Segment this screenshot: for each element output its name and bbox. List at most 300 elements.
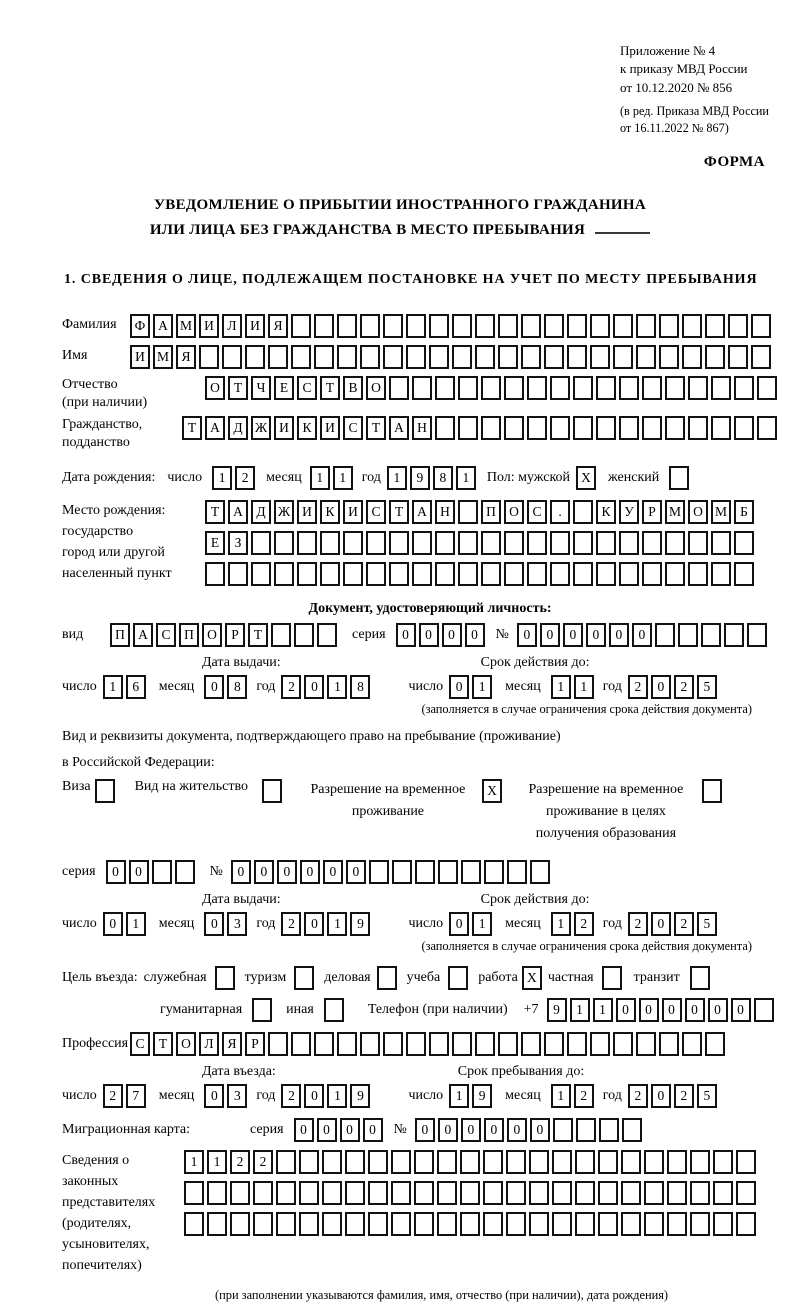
char-cell[interactable] <box>504 376 524 400</box>
char-cell[interactable]: А <box>133 623 153 647</box>
char-cell[interactable] <box>665 416 685 440</box>
char-cell[interactable]: 0 <box>415 1118 435 1142</box>
char-cell[interactable] <box>320 562 340 586</box>
char-cell[interactable] <box>253 1212 273 1236</box>
char-cell[interactable] <box>688 376 708 400</box>
char-cell[interactable] <box>711 531 731 555</box>
char-cell[interactable]: Ф <box>130 314 150 338</box>
char-cell[interactable]: 0 <box>129 860 149 884</box>
char-cell[interactable]: 0 <box>442 623 462 647</box>
char-cell[interactable] <box>751 345 771 369</box>
char-cell[interactable] <box>590 314 610 338</box>
char-cell[interactable] <box>437 1212 457 1236</box>
char-cell[interactable]: И <box>130 345 150 369</box>
char-cell[interactable]: С <box>366 500 386 524</box>
residence-issue-year-cells[interactable] <box>281 912 373 936</box>
char-cell[interactable] <box>253 1181 273 1205</box>
char-cell[interactable] <box>690 1181 710 1205</box>
char-cell[interactable]: 5 <box>697 675 717 699</box>
char-cell[interactable] <box>527 562 547 586</box>
char-cell[interactable]: 0 <box>507 1118 527 1142</box>
identity-kind-cells[interactable] <box>110 623 340 647</box>
char-cell[interactable]: 1 <box>333 466 353 490</box>
char-cell[interactable]: 8 <box>433 466 453 490</box>
char-cell[interactable] <box>274 562 294 586</box>
char-cell[interactable] <box>613 345 633 369</box>
char-cell[interactable] <box>383 314 403 338</box>
char-cell[interactable] <box>483 1150 503 1174</box>
char-cell[interactable]: 0 <box>254 860 274 884</box>
residence-valid-day-cells[interactable] <box>449 912 495 936</box>
char-cell[interactable] <box>460 1212 480 1236</box>
char-cell[interactable]: 2 <box>574 912 594 936</box>
char-cell[interactable] <box>734 531 754 555</box>
char-cell[interactable]: С <box>156 623 176 647</box>
char-cell[interactable]: В <box>343 376 363 400</box>
char-cell[interactable] <box>383 345 403 369</box>
char-cell[interactable]: 8 <box>350 675 370 699</box>
char-cell[interactable]: 2 <box>281 912 301 936</box>
char-cell[interactable]: Н <box>412 416 432 440</box>
char-cell[interactable]: П <box>110 623 130 647</box>
identity-number-cells[interactable] <box>517 623 770 647</box>
birthplace-cells-row3[interactable] <box>205 562 757 586</box>
char-cell[interactable] <box>299 1150 319 1174</box>
char-cell[interactable] <box>644 1212 664 1236</box>
char-cell[interactable] <box>392 860 412 884</box>
char-cell[interactable]: 1 <box>212 466 232 490</box>
char-cell[interactable] <box>728 314 748 338</box>
char-cell[interactable] <box>667 1181 687 1205</box>
char-cell[interactable]: 0 <box>639 998 659 1022</box>
char-cell[interactable] <box>705 345 725 369</box>
temp-residence-checkbox[interactable]: X <box>482 779 502 803</box>
char-cell[interactable] <box>619 562 639 586</box>
char-cell[interactable] <box>636 1032 656 1056</box>
identity-issue-day-cells[interactable] <box>103 675 149 699</box>
char-cell[interactable]: 0 <box>449 675 469 699</box>
char-cell[interactable] <box>366 562 386 586</box>
char-cell[interactable] <box>483 1181 503 1205</box>
char-cell[interactable]: 0 <box>438 1118 458 1142</box>
char-cell[interactable]: З <box>228 531 248 555</box>
char-cell[interactable] <box>521 345 541 369</box>
char-cell[interactable] <box>343 562 363 586</box>
gender-female-checkbox[interactable] <box>669 466 689 490</box>
char-cell[interactable]: М <box>176 314 196 338</box>
temp-residence-edu-checkbox[interactable] <box>702 779 722 803</box>
char-cell[interactable] <box>642 376 662 400</box>
residence-issue-month-cells[interactable] <box>204 912 250 936</box>
entry-day-cells[interactable] <box>103 1084 149 1108</box>
char-cell[interactable] <box>184 1212 204 1236</box>
identity-valid-month-cells[interactable] <box>551 675 597 699</box>
char-cell[interactable] <box>527 531 547 555</box>
char-cell[interactable] <box>452 314 472 338</box>
char-cell[interactable] <box>475 345 495 369</box>
char-cell[interactable] <box>345 1150 365 1174</box>
char-cell[interactable]: 3 <box>227 912 247 936</box>
char-cell[interactable] <box>498 345 518 369</box>
char-cell[interactable] <box>621 1212 641 1236</box>
char-cell[interactable] <box>435 531 455 555</box>
char-cell[interactable] <box>414 1212 434 1236</box>
representatives-cells-row2[interactable] <box>184 1181 759 1205</box>
char-cell[interactable]: И <box>245 314 265 338</box>
char-cell[interactable]: 1 <box>126 912 146 936</box>
purpose-work-checkbox[interactable]: X <box>522 966 542 990</box>
char-cell[interactable] <box>415 860 435 884</box>
char-cell[interactable]: 0 <box>396 623 416 647</box>
char-cell[interactable] <box>529 1181 549 1205</box>
char-cell[interactable] <box>483 1212 503 1236</box>
char-cell[interactable] <box>573 531 593 555</box>
purpose-humanitarian-checkbox[interactable] <box>252 998 272 1022</box>
char-cell[interactable] <box>757 376 777 400</box>
char-cell[interactable] <box>268 1032 288 1056</box>
char-cell[interactable]: 0 <box>304 675 324 699</box>
char-cell[interactable] <box>429 314 449 338</box>
char-cell[interactable]: К <box>320 500 340 524</box>
char-cell[interactable] <box>636 345 656 369</box>
char-cell[interactable]: 1 <box>570 998 590 1022</box>
char-cell[interactable]: Я <box>222 1032 242 1056</box>
char-cell[interactable] <box>701 623 721 647</box>
char-cell[interactable]: О <box>366 376 386 400</box>
char-cell[interactable] <box>314 1032 334 1056</box>
char-cell[interactable] <box>368 1181 388 1205</box>
char-cell[interactable]: А <box>412 500 432 524</box>
char-cell[interactable] <box>345 1212 365 1236</box>
char-cell[interactable]: 2 <box>281 1084 301 1108</box>
char-cell[interactable] <box>481 562 501 586</box>
char-cell[interactable]: 9 <box>350 912 370 936</box>
char-cell[interactable] <box>205 562 225 586</box>
char-cell[interactable] <box>734 562 754 586</box>
char-cell[interactable]: К <box>297 416 317 440</box>
char-cell[interactable]: Д <box>251 500 271 524</box>
char-cell[interactable]: С <box>343 416 363 440</box>
char-cell[interactable] <box>184 1181 204 1205</box>
char-cell[interactable] <box>429 1032 449 1056</box>
char-cell[interactable] <box>498 1032 518 1056</box>
char-cell[interactable]: 0 <box>563 623 583 647</box>
citizenship-cells[interactable] <box>182 416 780 440</box>
char-cell[interactable] <box>552 1212 572 1236</box>
char-cell[interactable] <box>276 1212 296 1236</box>
char-cell[interactable] <box>484 860 504 884</box>
char-cell[interactable]: 1 <box>327 912 347 936</box>
char-cell[interactable]: П <box>179 623 199 647</box>
char-cell[interactable] <box>458 376 478 400</box>
char-cell[interactable] <box>621 1150 641 1174</box>
char-cell[interactable]: М <box>711 500 731 524</box>
char-cell[interactable]: Е <box>274 376 294 400</box>
char-cell[interactable]: Т <box>205 500 225 524</box>
char-cell[interactable] <box>322 1181 342 1205</box>
char-cell[interactable] <box>688 562 708 586</box>
char-cell[interactable]: О <box>205 376 225 400</box>
char-cell[interactable] <box>552 1150 572 1174</box>
identity-valid-day-cells[interactable] <box>449 675 495 699</box>
char-cell[interactable] <box>682 1032 702 1056</box>
char-cell[interactable]: Р <box>225 623 245 647</box>
char-cell[interactable]: 2 <box>103 1084 123 1108</box>
char-cell[interactable] <box>458 500 478 524</box>
residence-permit-checkbox[interactable] <box>262 779 282 803</box>
purpose-official-checkbox[interactable] <box>215 966 235 990</box>
char-cell[interactable]: 9 <box>350 1084 370 1108</box>
char-cell[interactable] <box>506 1150 526 1174</box>
char-cell[interactable]: Р <box>245 1032 265 1056</box>
char-cell[interactable]: М <box>153 345 173 369</box>
char-cell[interactable] <box>659 1032 679 1056</box>
char-cell[interactable] <box>317 623 337 647</box>
char-cell[interactable]: Д <box>228 416 248 440</box>
char-cell[interactable] <box>521 1032 541 1056</box>
visa-checkbox[interactable] <box>95 779 115 803</box>
char-cell[interactable] <box>438 860 458 884</box>
char-cell[interactable]: О <box>688 500 708 524</box>
char-cell[interactable] <box>504 562 524 586</box>
char-cell[interactable] <box>682 314 702 338</box>
residence-issue-day-cells[interactable] <box>103 912 149 936</box>
char-cell[interactable]: . <box>550 500 570 524</box>
char-cell[interactable]: 1 <box>103 675 123 699</box>
char-cell[interactable]: 2 <box>574 1084 594 1108</box>
char-cell[interactable] <box>435 562 455 586</box>
char-cell[interactable] <box>573 416 593 440</box>
char-cell[interactable]: Б <box>734 500 754 524</box>
char-cell[interactable]: 0 <box>708 998 728 1022</box>
char-cell[interactable] <box>622 1118 642 1142</box>
char-cell[interactable]: 0 <box>449 912 469 936</box>
char-cell[interactable]: М <box>665 500 685 524</box>
stay-month-cells[interactable] <box>551 1084 597 1108</box>
char-cell[interactable] <box>642 531 662 555</box>
char-cell[interactable]: 1 <box>551 1084 571 1108</box>
char-cell[interactable]: Т <box>182 416 202 440</box>
char-cell[interactable] <box>383 1032 403 1056</box>
char-cell[interactable] <box>550 562 570 586</box>
char-cell[interactable] <box>736 1150 756 1174</box>
char-cell[interactable] <box>619 531 639 555</box>
char-cell[interactable] <box>337 314 357 338</box>
char-cell[interactable] <box>636 314 656 338</box>
char-cell[interactable]: 0 <box>616 998 636 1022</box>
char-cell[interactable]: 0 <box>651 1084 671 1108</box>
char-cell[interactable] <box>481 531 501 555</box>
char-cell[interactable]: 7 <box>126 1084 146 1108</box>
char-cell[interactable] <box>711 562 731 586</box>
identity-series-cells[interactable] <box>396 623 488 647</box>
char-cell[interactable]: У <box>619 500 639 524</box>
char-cell[interactable]: 9 <box>472 1084 492 1108</box>
char-cell[interactable]: А <box>389 416 409 440</box>
char-cell[interactable] <box>458 531 478 555</box>
char-cell[interactable] <box>360 345 380 369</box>
char-cell[interactable]: С <box>297 376 317 400</box>
char-cell[interactable] <box>678 623 698 647</box>
char-cell[interactable] <box>529 1150 549 1174</box>
char-cell[interactable] <box>705 1032 725 1056</box>
char-cell[interactable]: 2 <box>674 675 694 699</box>
char-cell[interactable] <box>207 1212 227 1236</box>
char-cell[interactable]: Т <box>153 1032 173 1056</box>
char-cell[interactable] <box>368 1150 388 1174</box>
char-cell[interactable] <box>437 1181 457 1205</box>
char-cell[interactable] <box>291 1032 311 1056</box>
char-cell[interactable] <box>529 1212 549 1236</box>
residence-valid-month-cells[interactable] <box>551 912 597 936</box>
char-cell[interactable] <box>527 376 547 400</box>
char-cell[interactable]: Е <box>205 531 225 555</box>
char-cell[interactable] <box>544 1032 564 1056</box>
char-cell[interactable] <box>575 1212 595 1236</box>
char-cell[interactable]: Р <box>642 500 662 524</box>
char-cell[interactable] <box>596 376 616 400</box>
char-cell[interactable]: 1 <box>184 1150 204 1174</box>
patronymic-cells[interactable] <box>205 376 780 400</box>
char-cell[interactable] <box>369 860 389 884</box>
char-cell[interactable] <box>337 1032 357 1056</box>
char-cell[interactable] <box>598 1212 618 1236</box>
char-cell[interactable] <box>567 345 587 369</box>
char-cell[interactable]: И <box>274 416 294 440</box>
char-cell[interactable] <box>530 860 550 884</box>
char-cell[interactable] <box>734 416 754 440</box>
char-cell[interactable] <box>659 314 679 338</box>
char-cell[interactable] <box>222 345 242 369</box>
mc-series-cells[interactable] <box>294 1118 386 1142</box>
identity-valid-year-cells[interactable] <box>628 675 720 699</box>
char-cell[interactable]: 1 <box>449 1084 469 1108</box>
char-cell[interactable] <box>152 860 172 884</box>
char-cell[interactable]: Л <box>199 1032 219 1056</box>
char-cell[interactable] <box>659 345 679 369</box>
residence-number-cells[interactable] <box>231 860 553 884</box>
char-cell[interactable] <box>690 1212 710 1236</box>
char-cell[interactable]: 1 <box>593 998 613 1022</box>
char-cell[interactable] <box>389 376 409 400</box>
char-cell[interactable] <box>368 1212 388 1236</box>
char-cell[interactable] <box>299 1212 319 1236</box>
char-cell[interactable] <box>429 345 449 369</box>
char-cell[interactable]: Л <box>222 314 242 338</box>
char-cell[interactable] <box>690 1150 710 1174</box>
birthdate-day-cells[interactable] <box>212 466 258 490</box>
char-cell[interactable]: Я <box>176 345 196 369</box>
char-cell[interactable]: Ж <box>251 416 271 440</box>
char-cell[interactable] <box>713 1212 733 1236</box>
char-cell[interactable] <box>460 1150 480 1174</box>
char-cell[interactable]: 0 <box>340 1118 360 1142</box>
char-cell[interactable] <box>251 531 271 555</box>
char-cell[interactable]: С <box>130 1032 150 1056</box>
char-cell[interactable] <box>297 562 317 586</box>
birthdate-year-cells[interactable] <box>387 466 479 490</box>
char-cell[interactable] <box>207 1181 227 1205</box>
stay-year-cells[interactable] <box>628 1084 720 1108</box>
gender-male-checkbox[interactable]: X <box>576 466 596 490</box>
char-cell[interactable] <box>504 531 524 555</box>
char-cell[interactable] <box>276 1181 296 1205</box>
char-cell[interactable] <box>665 531 685 555</box>
char-cell[interactable]: А <box>205 416 225 440</box>
char-cell[interactable] <box>268 345 288 369</box>
char-cell[interactable]: 6 <box>126 675 146 699</box>
profession-cells[interactable] <box>130 1032 728 1056</box>
char-cell[interactable] <box>504 416 524 440</box>
char-cell[interactable] <box>458 562 478 586</box>
char-cell[interactable] <box>575 1181 595 1205</box>
birthplace-cells-row1[interactable] <box>205 500 757 524</box>
char-cell[interactable]: 0 <box>300 860 320 884</box>
char-cell[interactable] <box>613 1032 633 1056</box>
char-cell[interactable] <box>711 416 731 440</box>
char-cell[interactable] <box>724 623 744 647</box>
char-cell[interactable] <box>667 1212 687 1236</box>
char-cell[interactable] <box>320 531 340 555</box>
char-cell[interactable] <box>667 1150 687 1174</box>
char-cell[interactable]: 9 <box>547 998 567 1022</box>
char-cell[interactable]: 0 <box>586 623 606 647</box>
residence-valid-year-cells[interactable] <box>628 912 720 936</box>
char-cell[interactable] <box>175 860 195 884</box>
char-cell[interactable] <box>567 1032 587 1056</box>
char-cell[interactable] <box>406 1032 426 1056</box>
char-cell[interactable] <box>734 376 754 400</box>
char-cell[interactable] <box>688 531 708 555</box>
char-cell[interactable] <box>757 416 777 440</box>
char-cell[interactable] <box>590 1032 610 1056</box>
char-cell[interactable]: 2 <box>674 1084 694 1108</box>
char-cell[interactable] <box>544 345 564 369</box>
char-cell[interactable]: 0 <box>609 623 629 647</box>
char-cell[interactable] <box>736 1212 756 1236</box>
char-cell[interactable]: Т <box>248 623 268 647</box>
char-cell[interactable] <box>314 314 334 338</box>
char-cell[interactable]: 0 <box>484 1118 504 1142</box>
char-cell[interactable]: А <box>228 500 248 524</box>
char-cell[interactable]: П <box>481 500 501 524</box>
char-cell[interactable]: 1 <box>327 1084 347 1108</box>
char-cell[interactable] <box>435 376 455 400</box>
char-cell[interactable] <box>391 1181 411 1205</box>
char-cell[interactable]: 0 <box>304 1084 324 1108</box>
char-cell[interactable]: 0 <box>231 860 251 884</box>
char-cell[interactable]: 0 <box>465 623 485 647</box>
char-cell[interactable]: 0 <box>540 623 560 647</box>
char-cell[interactable]: 1 <box>472 675 492 699</box>
char-cell[interactable]: 0 <box>530 1118 550 1142</box>
char-cell[interactable] <box>291 314 311 338</box>
char-cell[interactable]: 1 <box>574 675 594 699</box>
char-cell[interactable] <box>481 376 501 400</box>
char-cell[interactable]: 0 <box>346 860 366 884</box>
char-cell[interactable]: 0 <box>103 912 123 936</box>
char-cell[interactable] <box>619 416 639 440</box>
char-cell[interactable]: 1 <box>551 675 571 699</box>
char-cell[interactable] <box>337 345 357 369</box>
char-cell[interactable]: 2 <box>230 1150 250 1174</box>
char-cell[interactable] <box>406 314 426 338</box>
char-cell[interactable] <box>412 531 432 555</box>
char-cell[interactable] <box>230 1181 250 1205</box>
char-cell[interactable] <box>527 416 547 440</box>
identity-issue-year-cells[interactable] <box>281 675 373 699</box>
char-cell[interactable] <box>573 376 593 400</box>
